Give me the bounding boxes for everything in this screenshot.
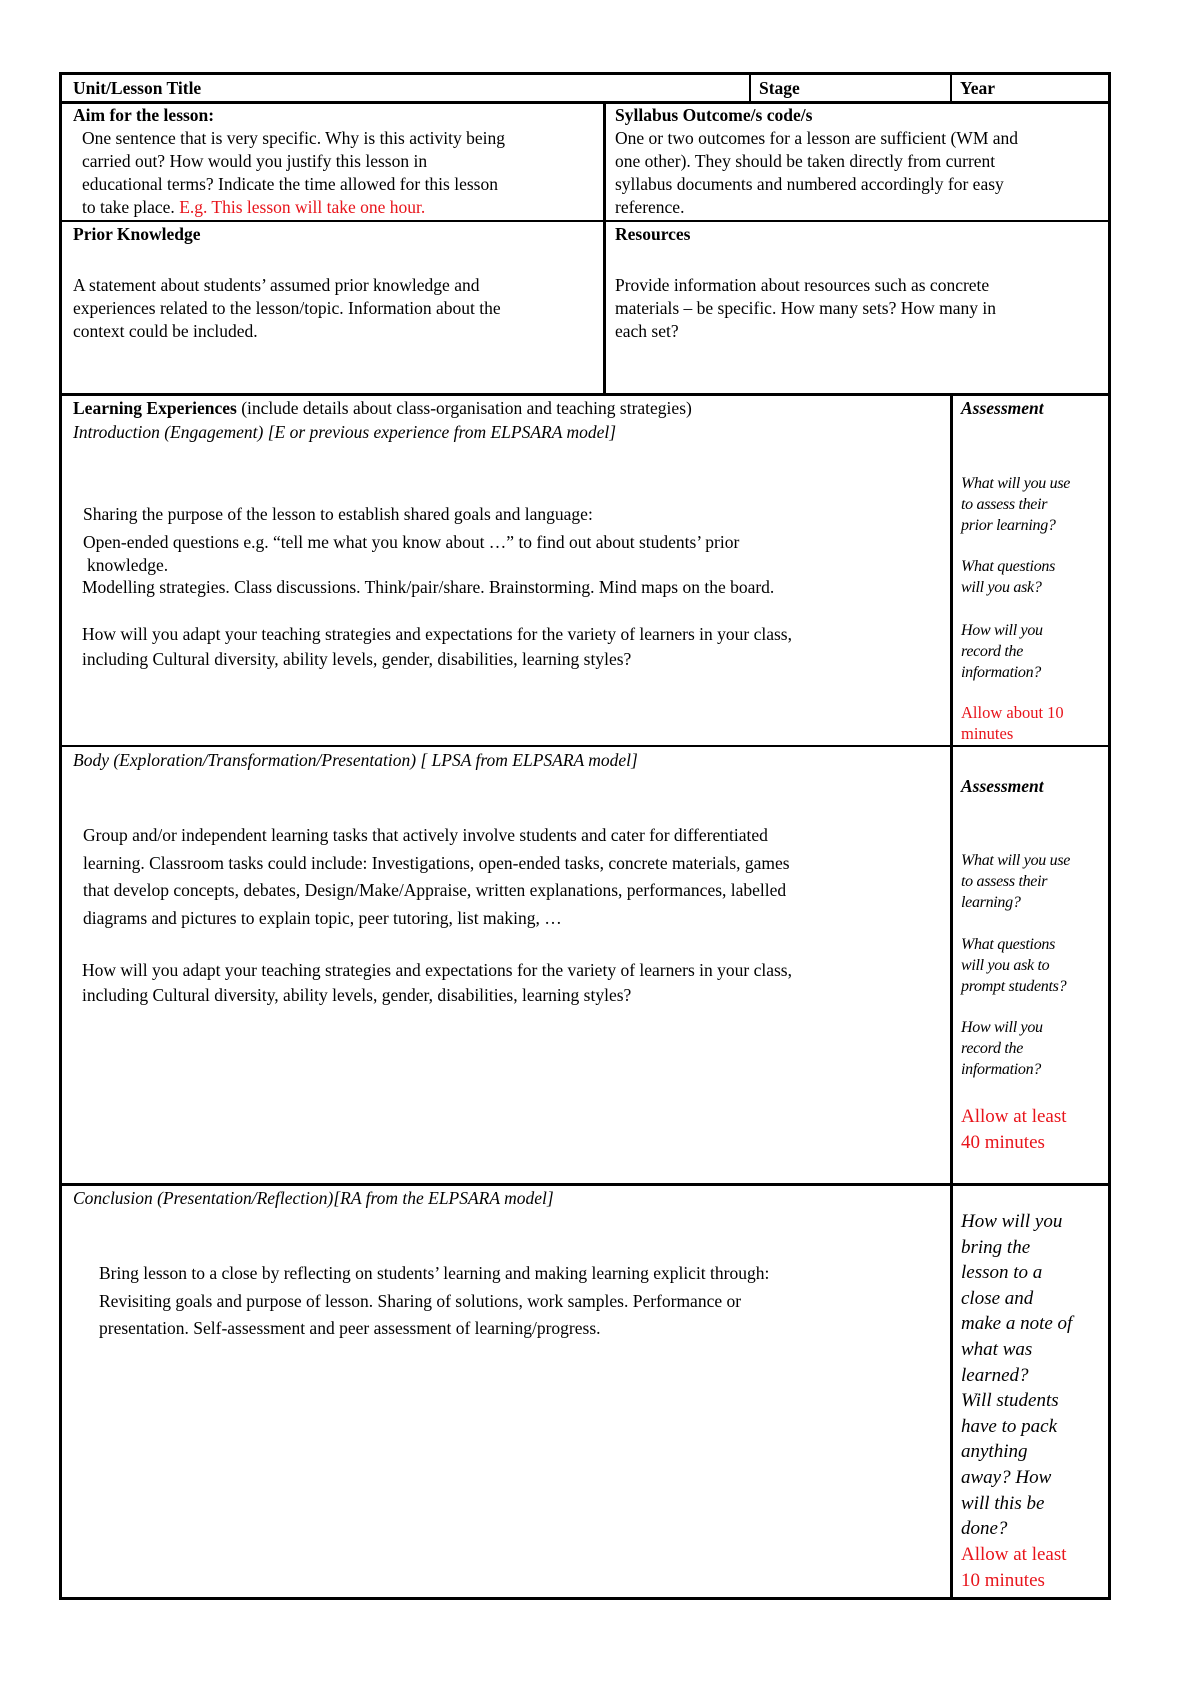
year-label: Year: [960, 78, 995, 98]
divider-stage: [749, 74, 751, 102]
syllabus-heading: Syllabus Outcome/s code/s: [615, 105, 813, 125]
body-assessment-q1: What will you use to assess their learning?: [961, 852, 1071, 911]
body-title: Body (Exploration/Transformation/Presentation) [ LPSA from ELPSARA model]: [73, 750, 638, 770]
conclusion-text: Bring lesson to a close by reflecting on students’ learning and making learning explicit through: Revisiting goals and purpose of lesson. Sharing of solutions, work samples. Performance or presentation. Self-assessment and peer assessment of learning/progress.: [99, 1263, 770, 1338]
intro-line-purpose: Sharing the purpose of the lesson to establish shared goals and language:: [83, 504, 593, 524]
resources-text: Provide information about resources such as concrete materials – be specific. How many sets? How many in each set?: [615, 275, 997, 341]
intro-assessment-q3: How will you record the information?: [961, 622, 1043, 681]
intro-assessment-heading: Assessment: [961, 398, 1044, 418]
body-time-allowance: Allow at least 40 minutes: [961, 1106, 1067, 1153]
intro-assessment-q2: What questions will you ask?: [961, 558, 1056, 596]
aim-text: [82, 127, 597, 219]
intro-adapt-text: How will you adapt your teaching strategies and expectations for the variety of learners in your class, including Cultural diversity, ability levels, gender, disabilities, learning styles?: [82, 624, 792, 669]
conclusion-assessment-text: How will you bring the lesson to a close and make a note of what was learned? Will students have to pack anything away? How will this be done?: [961, 1211, 1073, 1540]
prior-knowledge-heading: Prior Knowledge: [73, 224, 201, 244]
body-assessment-q2: What questions will you ask to prompt students?: [961, 936, 1067, 995]
resources-heading: Resources: [615, 224, 691, 244]
learning-experiences-note: (include details about class-organisation and teaching strategies): [236, 398, 692, 418]
rule-aim: [61, 220, 1109, 222]
aim-body: One sentence that is very specific. Why is this activity being carried out? How would you justify this lesson in educational terms? Indicate the time allowed for this lesson to take place.: [82, 128, 505, 217]
divider-assessment: [950, 394, 953, 1598]
divider-middle: [603, 102, 606, 394]
aim-heading: Aim for the lesson:: [73, 105, 215, 125]
aim-example: E.g. This lesson will take one hour.: [179, 197, 426, 217]
body-task-text: Group and/or independent learning tasks that actively involve students and cater for differentiated learning. Classroom tasks could include: Investigations, open-ended tasks, concrete materials, games that develop concepts, debates, Design/Make/Appraise, written explanations, performances, labelled diagrams and pictures to explain topic, peer tutoring, list making, …: [83, 825, 790, 928]
divider-year: [950, 74, 952, 102]
body-adapt-text: How will you adapt your teaching strategies and expectations for the variety of learners in your class, including Cultural diversity, ability levels, gender, disabilities, learning styles?: [82, 960, 792, 1005]
intro-line-modelling: Modelling strategies. Class discussions. Think/pair/share. Brainstorming. Mind maps on the board.: [82, 577, 775, 597]
introduction-title: Introduction (Engagement) [E or previous experience from ELPSARA model]: [73, 422, 617, 442]
intro-time-allowance: Allow about 10 minutes: [961, 703, 1064, 743]
syllabus-text: One or two outcomes for a lesson are sufficient (WM and one other). They should be taken directly from current syllabus documents and numbered accordingly for easy reference.: [615, 128, 1019, 217]
body-assessment-q3: How will you record the information?: [961, 1019, 1043, 1078]
stage-label: Stage: [759, 78, 800, 98]
intro-line-questions: Open-ended questions e.g. “tell me what you know about …” to find out about students’ prior: [83, 532, 740, 552]
unit-lesson-title-label: Unit/Lesson Title: [73, 78, 202, 98]
intro-line-knowledge: knowledge.: [87, 555, 169, 575]
learning-experiences-title: Learning Experiences: [73, 398, 237, 418]
learning-experiences-heading: [73, 397, 692, 420]
intro-assessment-q1: What will you use to assess their prior learning?: [961, 475, 1071, 534]
prior-knowledge-text: A statement about students’ assumed prior knowledge and experiences related to the lesson/topic. Information about the context could be included.: [73, 275, 501, 341]
conclusion-title: Conclusion (Presentation/Reflection)[RA from the ELPSARA model]: [73, 1188, 554, 1208]
conclusion-time-allowance: Allow at least 10 minutes: [961, 1544, 1067, 1591]
body-assessment-heading: Assessment: [961, 776, 1044, 796]
